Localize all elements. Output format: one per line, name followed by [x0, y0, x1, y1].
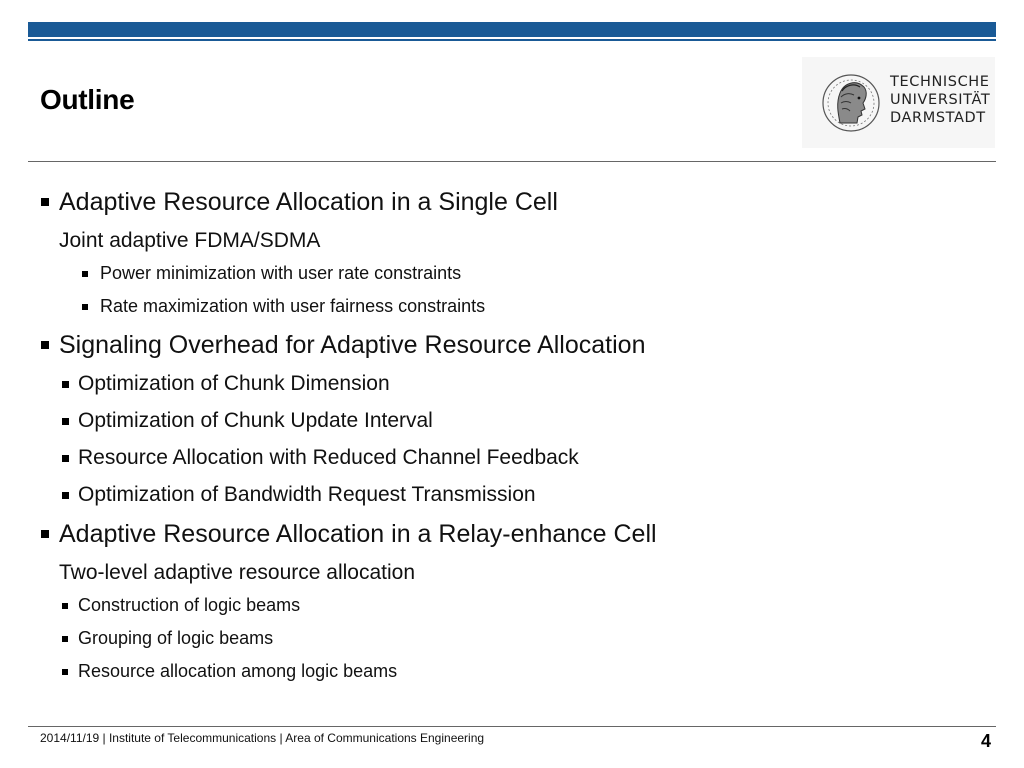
bullet-square-icon: [41, 341, 49, 349]
footer-info: 2014/11/19 | Institute of Telecommunications | Area of Communications Engineering: [40, 731, 485, 745]
bullet-square-icon: [62, 418, 69, 425]
logo-line-2: UNIVERSITÄT: [890, 92, 991, 108]
outline-item-level-3: Construction of logic beams: [78, 595, 301, 615]
outline-item-level-2: Resource Allocation with Reduced Channel Feedback: [78, 446, 579, 469]
bullet-square-icon: [41, 530, 49, 538]
outline-item-level-3: Power minimization with user rate constraints: [100, 263, 462, 283]
outline-item-level-3: Rate maximization with user fairness constraints: [100, 296, 486, 316]
outline-item-level-1: Adaptive Resource Allocation in a Single Cell: [59, 188, 558, 216]
footer-divider: [28, 726, 996, 727]
outline-item-level-2: Optimization of Chunk Dimension: [78, 372, 390, 395]
bullet-square-icon: [62, 603, 68, 609]
bullet-square-icon: [62, 455, 69, 462]
top-accent-bar: [28, 22, 996, 37]
athena-head-icon: [820, 65, 882, 141]
bullet-square-icon: [62, 492, 69, 499]
outline-item-level-2: Joint adaptive FDMA/SDMA: [59, 229, 321, 252]
header-divider: [28, 161, 996, 162]
outline-item-level-1: Adaptive Resource Allocation in a Relay-enhance Cell: [59, 520, 657, 548]
outline-item-level-2: Optimization of Chunk Update Interval: [78, 409, 433, 432]
bullet-square-icon: [62, 636, 68, 642]
outline-item-level-1: Signaling Overhead for Adaptive Resource Allocation: [59, 331, 646, 359]
bullet-square-icon: [82, 304, 88, 310]
outline-item-level-3: Grouping of logic beams: [78, 628, 274, 648]
outline-item-level-2: Two-level adaptive resource allocation: [59, 561, 416, 584]
outline-item-level-3: Resource allocation among logic beams: [78, 661, 398, 681]
university-logo: [802, 57, 995, 148]
bullet-square-icon: [82, 271, 88, 277]
bullet-square-icon: [62, 381, 69, 388]
logo-line-3: DARMSTADT: [890, 110, 986, 126]
page-number: 4: [980, 731, 991, 751]
bullet-square-icon: [62, 669, 68, 675]
top-accent-line: [28, 39, 996, 41]
bullet-square-icon: [41, 198, 49, 206]
slide-title: Outline: [40, 84, 135, 115]
university-name: [890, 73, 990, 127]
logo-line-1: TECHNISCHE: [890, 74, 990, 90]
outline-item-level-2: Optimization of Bandwidth Request Transmission: [78, 483, 536, 506]
